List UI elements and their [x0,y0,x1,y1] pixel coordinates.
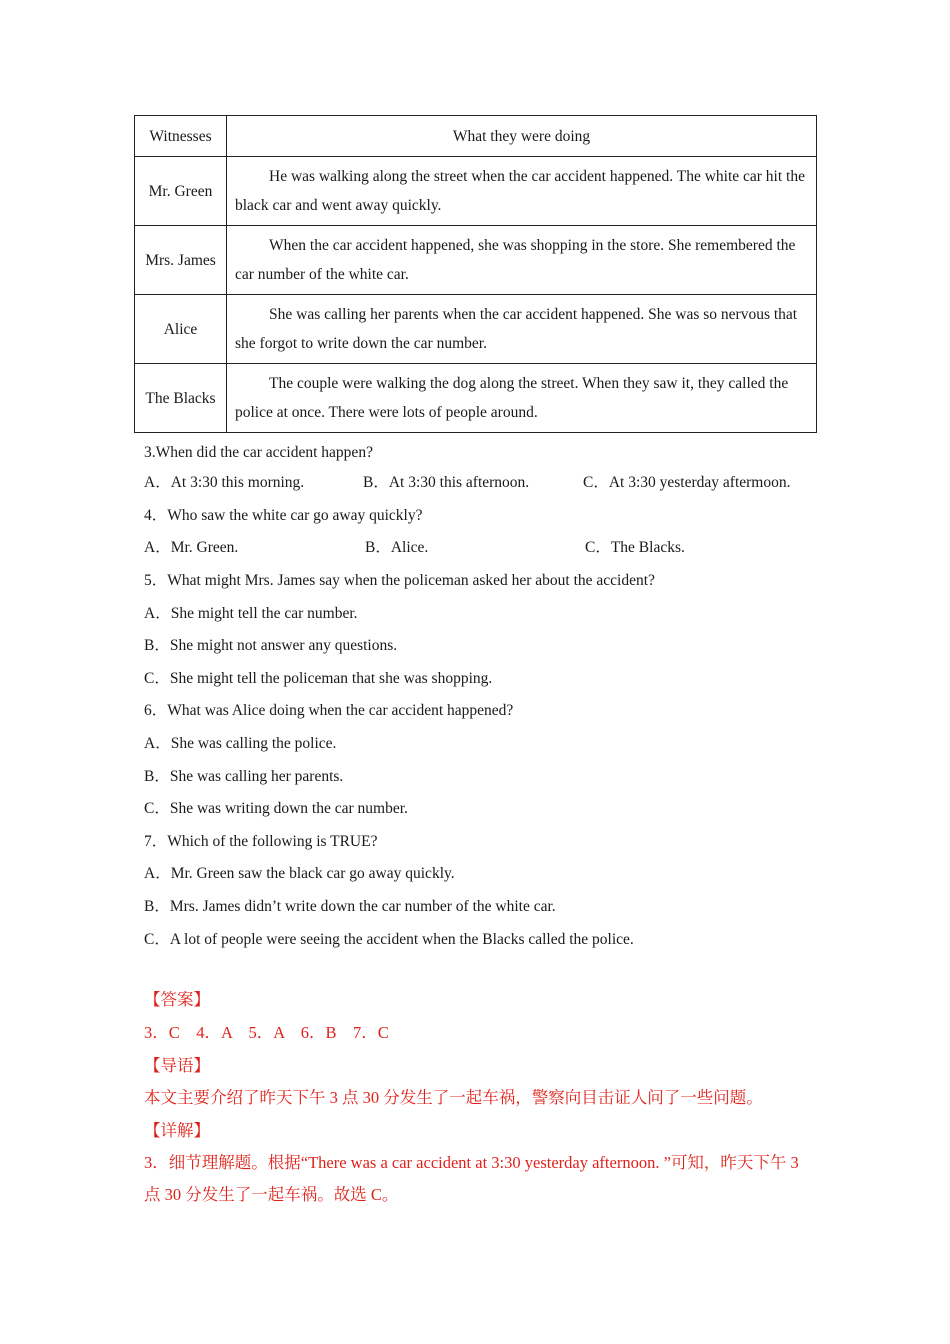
question-5-option-b: B．She might not answer any questions. [144,637,398,654]
answer-heading: 【答案】 [144,990,210,1009]
witness-description: He was walking along the street when the car accident happened. The white car hit the black car and went away quickly. [227,157,817,226]
question-7-option-b: B．Mrs. James didn’t write down the car number of the white car. [144,898,556,915]
table-row [135,364,817,433]
guide-text: 本文主要介绍了昨天下午 3 点 30 分发生了一起车祸，警察向目击证人问了一些问题。 [144,1088,763,1107]
question-7-stem: 7．Which of the following is TRUE? [144,833,378,850]
question-4-option-c: C．The Blacks. [585,539,685,556]
question-4-option-a: A．Mr. Green. [144,539,239,556]
question-3-stem: 3.When did the car accident happen? [144,444,373,461]
table-row [135,157,817,226]
header-what-they-were-doing: What they were doing [227,116,817,157]
witness-name: Mr. Green [135,157,227,226]
witness-name: The Blacks [135,364,227,433]
witness-description: The couple were walking the dog along the street. When they saw it, they called the police at once. There were lots of people around. [227,364,817,433]
question-3-option-a: A．At 3:30 this morning. [144,474,305,491]
table-header-row [135,116,817,157]
question-4-option-b: B．Alice. [365,539,429,556]
question-6-option-c: C．She was writing down the car number. [144,800,408,817]
question-7-option-c: C．A lot of people were seeing the accident when the Blacks called the police. [144,931,634,948]
question-5-option-a: A．She might tell the car number. [144,605,358,622]
question-7-option-a: A．Mr. Green saw the black car go away quickly. [144,865,455,882]
question-5-option-c: C．She might tell the policeman that she was shopping. [144,670,493,687]
question-6-stem: 6．What was Alice doing when the car accident happened? [144,702,514,719]
question-3-option-c: C．At 3:30 yesterday aftermoon. [583,474,791,491]
detail-heading: 【详解】 [144,1121,210,1140]
witness-name: Alice [135,295,227,364]
guide-heading: 【导语】 [144,1056,210,1075]
question-4-stem: 4．Who saw the white car go away quickly? [144,507,423,524]
witness-table [134,115,817,433]
question-6-option-b: B．She was calling her parents. [144,768,344,785]
witness-description: She was calling her parents when the car accident happened. She was so nervous that she forgot to write down the car number. [227,295,817,364]
witness-description: When the car accident happened, she was shopping in the store. She remembered the car number of the white car. [227,226,817,295]
witness-name: Mrs. James [135,226,227,295]
header-witnesses: Witnesses [135,116,227,157]
question-6-option-a: A．She was calling the police. [144,735,337,752]
answer-key: 3．C 4．A 5．A 6．B 7．C [144,1023,389,1042]
table-row [135,295,817,364]
question-5-stem: 5．What might Mrs. James say when the policeman asked her about the accident? [144,572,655,589]
question-3-option-b: B．At 3:30 this afternoon. [363,474,530,491]
detail-text: 3．细节理解题。根据“There was a car accident at 3:30 yesterday afternoon. ”可知，昨天下午 3 点 30 分发生了一起车祸。故选 C。 [144,1153,799,1204]
table-row [135,226,817,295]
